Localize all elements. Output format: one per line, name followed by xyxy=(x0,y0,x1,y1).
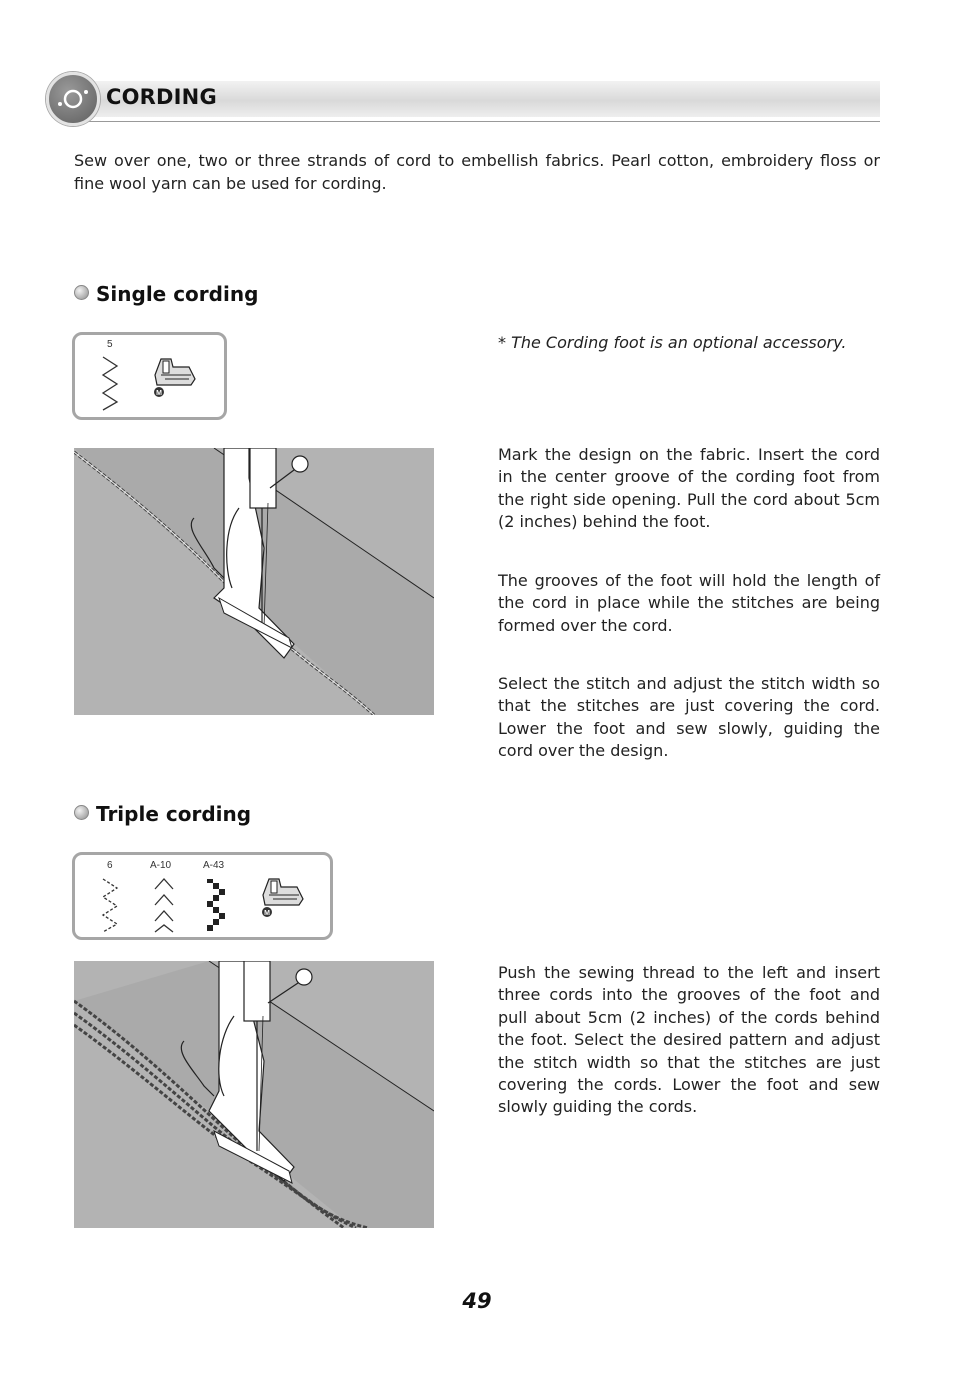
single-cording-heading: Single cording xyxy=(74,282,258,306)
cording-foot-icon xyxy=(147,353,199,399)
triple-paragraph: Push the sewing thread to the left and insert three cords into the grooves of the foot and pull about 5cm (2 inches) of the cords behind the foot. Select the desired pattern and adjust the stitch width so that the stitches are just covering the cords. Lower the foot and sew slowly guiding the cords. xyxy=(498,963,880,1117)
header-underline xyxy=(76,121,880,122)
single-stitch-selector xyxy=(72,332,227,420)
bullet-icon xyxy=(74,285,89,300)
triple-cording-heading: Triple cording xyxy=(74,802,251,826)
intro-text: Sew over one, two or three strands of cord to embellish fabrics. Pearl cotton, embroidery floss or fine wool yarn can be used for cording. xyxy=(74,151,880,193)
single-cording-illustration xyxy=(74,448,434,715)
stitch-number-label: A-43 xyxy=(203,860,225,871)
stitch-number-label: A-10 xyxy=(150,860,172,871)
section-header xyxy=(46,72,880,126)
checker-stitch-icon xyxy=(203,877,229,933)
triple-cording-illustration xyxy=(74,961,434,1228)
page-title: CORDING xyxy=(106,85,217,109)
bullet-icon xyxy=(74,805,89,820)
cording-foot-icon xyxy=(255,873,307,919)
stitch-number-label: 6 xyxy=(107,860,113,871)
single-paragraph-2: The grooves of the foot will hold the length of the cord in place while the stitches are being formed over the cord. xyxy=(498,571,880,635)
single-paragraph-1: Mark the design on the fabric. Insert the cord in the center groove of the cording foot from the right side opening. Pull the cord about 5cm (2 inches) behind the foot. xyxy=(498,445,880,532)
presser-foot-dots-icon xyxy=(46,72,100,126)
triple-stitch-selector xyxy=(72,852,333,940)
single-paragraph-3: Select the stitch and adjust the stitch width so that the stitches are just covering the cord. Lower the foot and sew slowly, guiding the cord over the design. xyxy=(498,674,880,761)
page-number: 49 xyxy=(462,1289,492,1313)
foot-badge: M xyxy=(264,910,270,917)
stitch-number-label: 5 xyxy=(107,339,113,350)
foot-badge: M xyxy=(156,390,162,397)
zigzag-stitch-icon xyxy=(97,355,123,411)
triple-zigzag-stitch-icon xyxy=(97,877,123,933)
accessory-note: * The Cording foot is an optional accessory. xyxy=(498,333,847,352)
feather-stitch-icon xyxy=(151,877,177,933)
